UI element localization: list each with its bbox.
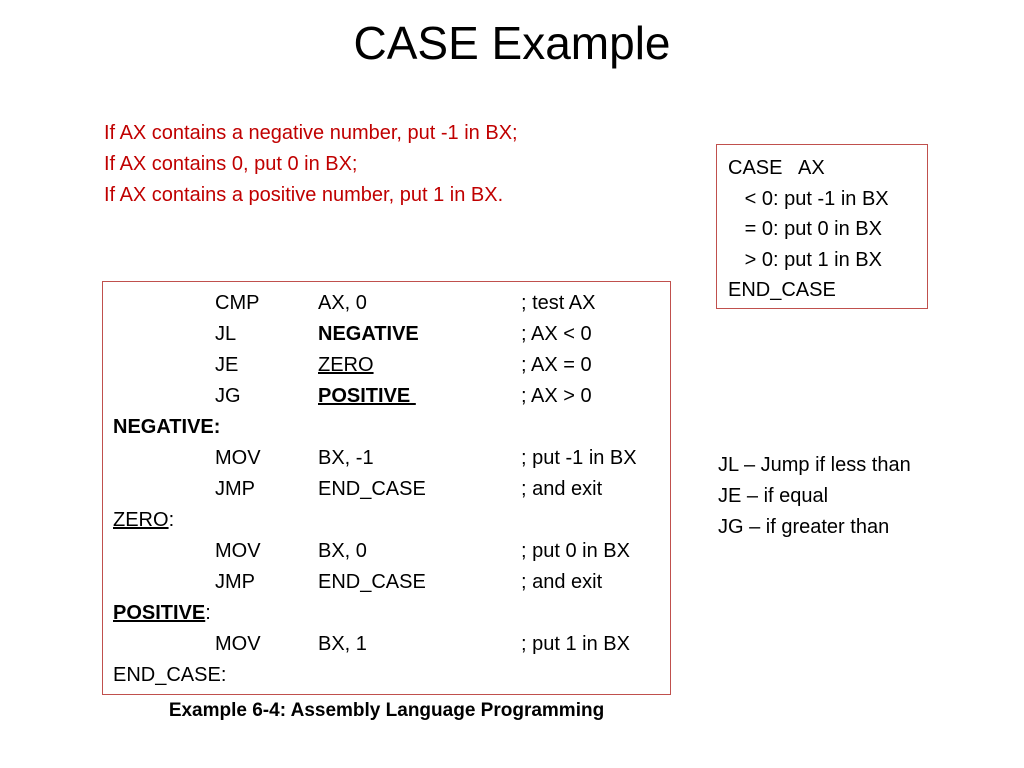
- opcode: JG: [215, 385, 241, 407]
- comment: ; put 0 in BX: [521, 540, 630, 562]
- operand: POSITIVE: [318, 385, 416, 407]
- label-line: [103, 660, 670, 691]
- pseudocode-line: = 0: put 0 in BX: [728, 218, 882, 240]
- code-label: [113, 412, 220, 443]
- pseudocode-line: < 0: put -1 in BX: [728, 187, 889, 210]
- note-line: JE – if equal: [718, 485, 829, 507]
- operand: BX, 0: [318, 540, 367, 562]
- code-line: [103, 536, 670, 567]
- opcode: MOV: [215, 540, 261, 562]
- slide-title: CASE Example: [353, 17, 671, 69]
- label-name: NEGATIVE: [113, 416, 214, 438]
- code-label: END_CASE:: [113, 664, 227, 686]
- label-colon: :: [168, 509, 175, 531]
- pseudocode-line: END_CASE: [728, 279, 836, 301]
- comment: ; AX < 0: [521, 323, 592, 345]
- description-line: If AX contains a positive number, put 1 in BX.: [104, 184, 504, 206]
- label-line: [103, 598, 670, 629]
- opcode: JL: [215, 323, 237, 345]
- opcode: JE: [215, 354, 239, 376]
- label-name: ZERO: [113, 509, 169, 531]
- comment: ; put -1 in BX: [521, 447, 637, 469]
- code-line: [103, 288, 670, 319]
- note-line: JG – if greater than: [718, 516, 890, 538]
- case-pseudocode-box: [716, 144, 928, 309]
- figure-caption: Example 6-4: Assembly Language Programming: [168, 700, 605, 721]
- jump-notes: [718, 450, 911, 543]
- note-line: JL – Jump if less than: [718, 454, 911, 476]
- operand: BX, -1: [318, 447, 374, 469]
- operand: END_CASE: [318, 571, 426, 593]
- opcode: MOV: [215, 447, 261, 469]
- description-line: If AX contains 0, put 0 in BX;: [104, 153, 358, 175]
- pseudocode-line: CASE AX: [728, 157, 825, 179]
- code-line: [103, 443, 670, 474]
- opcode: CMP: [215, 292, 260, 314]
- comment: ; and exit: [521, 571, 603, 593]
- code-line: [103, 567, 670, 598]
- comment: ; put 1 in BX: [521, 633, 630, 655]
- code-line: [103, 319, 670, 350]
- pseudocode-line: > 0: put 1 in BX: [728, 248, 882, 271]
- label-colon: :: [205, 602, 211, 624]
- code-line: [103, 474, 670, 505]
- label-line: [103, 505, 670, 536]
- operand: NEGATIVE: [318, 323, 419, 345]
- code-line: [103, 381, 670, 412]
- comment: ; and exit: [521, 478, 603, 500]
- code-line: [103, 350, 670, 381]
- opcode: MOV: [215, 633, 261, 655]
- comment: ; AX > 0: [521, 385, 592, 407]
- problem-description: [104, 118, 518, 211]
- label-line: [103, 412, 670, 443]
- opcode: JMP: [215, 478, 255, 500]
- assembly-code-box: [102, 281, 671, 695]
- operand: ZERO: [318, 354, 374, 376]
- code-line: [103, 629, 670, 660]
- code-label: [113, 598, 211, 629]
- description-line: If AX contains a negative number, put -1 in BX;: [104, 122, 518, 144]
- label-colon: :: [213, 416, 221, 438]
- operand: BX, 1: [318, 633, 367, 655]
- label-name: POSITIVE: [113, 602, 206, 624]
- operand: AX, 0: [318, 292, 367, 314]
- code-label: [113, 505, 174, 536]
- comment: ; test AX: [521, 292, 596, 314]
- operand: END_CASE: [318, 478, 426, 500]
- opcode: JMP: [215, 571, 255, 593]
- comment: ; AX = 0: [521, 354, 592, 376]
